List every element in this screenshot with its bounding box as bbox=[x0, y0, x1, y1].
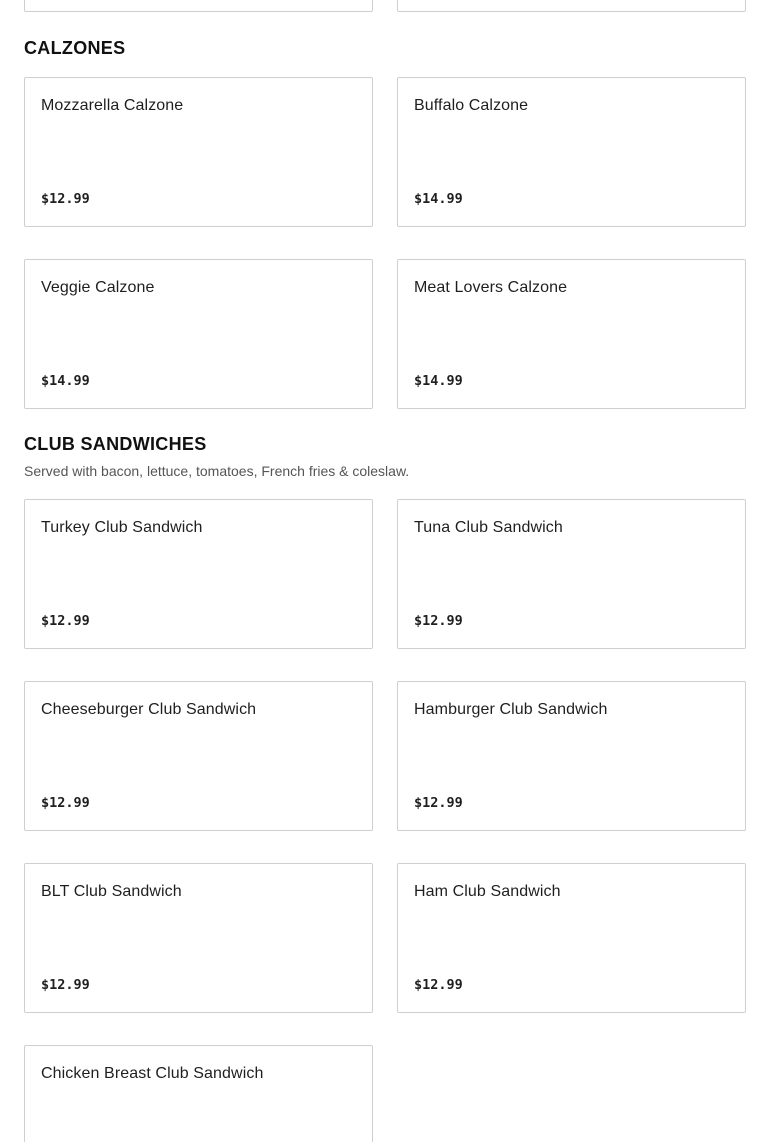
menu-item-blt-club-sandwich[interactable] bbox=[24, 863, 373, 1013]
menu-item-cheeseburger-club-sandwich[interactable] bbox=[24, 681, 373, 831]
menu-item-turkey-club-sandwich[interactable] bbox=[24, 499, 373, 649]
item-name: Turkey Club Sandwich bbox=[41, 519, 203, 536]
item-name: Hamburger Club Sandwich bbox=[414, 701, 608, 718]
item-price: $14.99 bbox=[41, 373, 90, 389]
item-name: Buffalo Calzone bbox=[414, 97, 529, 114]
item-price: $12.99 bbox=[41, 977, 90, 993]
item-price: $12.99 bbox=[41, 795, 90, 811]
item-name: Tuna Club Sandwich bbox=[414, 519, 563, 536]
menu-item-card[interactable] bbox=[24, 0, 373, 12]
item-name: Ham Club Sandwich bbox=[414, 883, 561, 900]
item-name: Mozzarella Calzone bbox=[41, 97, 184, 114]
item-price: $12.99 bbox=[414, 613, 463, 629]
item-price: $14.99 bbox=[414, 191, 463, 207]
menu-item-mozzarella-calzone[interactable] bbox=[24, 77, 373, 227]
menu-item-hamburger-club-sandwich[interactable] bbox=[397, 681, 746, 831]
menu-item-tuna-club-sandwich[interactable] bbox=[397, 499, 746, 649]
item-name: BLT Club Sandwich bbox=[41, 883, 182, 900]
section-title-calzones: CALZONES bbox=[24, 38, 126, 58]
menu-item-veggie-calzone[interactable] bbox=[24, 259, 373, 409]
menu-item-ham-club-sandwich[interactable] bbox=[397, 863, 746, 1013]
item-price: $12.99 bbox=[414, 977, 463, 993]
menu-item-chicken-breast-club-sandwich[interactable] bbox=[24, 1045, 373, 1142]
menu-item-buffalo-calzone[interactable] bbox=[397, 77, 746, 227]
item-price: $12.99 bbox=[41, 191, 90, 207]
item-price: $12.99 bbox=[414, 795, 463, 811]
item-price: $14.99 bbox=[414, 373, 463, 389]
item-price: $12.99 bbox=[41, 613, 90, 629]
item-name: Cheeseburger Club Sandwich bbox=[41, 701, 257, 718]
item-name: Chicken Breast Club Sandwich bbox=[41, 1065, 264, 1082]
menu-item-meat-lovers-calzone[interactable] bbox=[397, 259, 746, 409]
item-name: Veggie Calzone bbox=[41, 279, 155, 296]
section-description: Served with bacon, lettuce, tomatoes, French fries & coleslaw. bbox=[24, 463, 410, 479]
item-name: Meat Lovers Calzone bbox=[414, 279, 568, 296]
section-title-club-sandwiches: CLUB SANDWICHES bbox=[24, 434, 207, 454]
menu-item-card[interactable] bbox=[397, 0, 746, 12]
